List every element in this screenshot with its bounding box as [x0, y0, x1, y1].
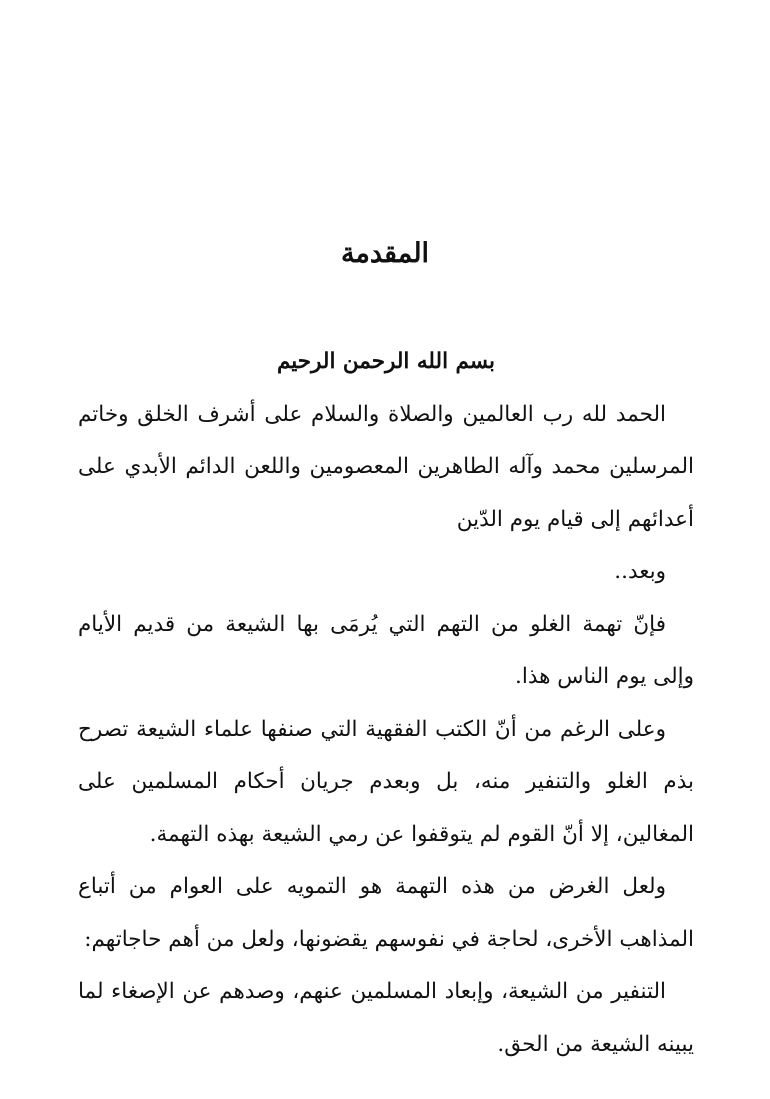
page-title: المقدمة	[340, 238, 430, 269]
paragraph-fiqh-books: وعلى الرغم من أنّ الكتب الفقهية التي صنفها علماء الشيعة تصرح بذم الغلو والتنفير منه، بل وبعدم جريان أحكام المسلمين على المغالين، إلا أنّ القوم لم يتوقفوا عن رمي الشيعة بهذه التهمة.	[78, 716, 694, 847]
paragraph-wabad: وبعد..	[614, 559, 666, 584]
paragraph-purpose: ولعل الغرض من هذه التهمة هو التمويه على العوام من أتباع المذاهب الأخرى، لحاجة في نفوسهم يقضونها، ولعل من أهم حاجاتهم:	[78, 874, 694, 952]
paragraph-accusation: فإنّ تهمة الغلو من التهم التي يُرمَى بها الشيعة من قديم الأيام وإلى يوم الناس هذا.	[78, 611, 694, 689]
basmala: بسم الله الرحمن الرحيم	[276, 349, 496, 374]
body-text	[78, 336, 694, 1071]
paragraph-praise: الحمد لله رب العالمين والصلاة والسلام على أشرف الخلق وخاتم المرسلين محمد وآله الطاهرين المعصومين واللعن الدائم الأبدي على أعدائهم إلى قيام يوم الدّين	[78, 401, 694, 532]
paragraph-aversion: التنفير من الشيعة، وإبعاد المسلمين عنهم، وصدهم عن الإصغاء لما يبينه الشيعة من الحق.	[78, 979, 694, 1057]
